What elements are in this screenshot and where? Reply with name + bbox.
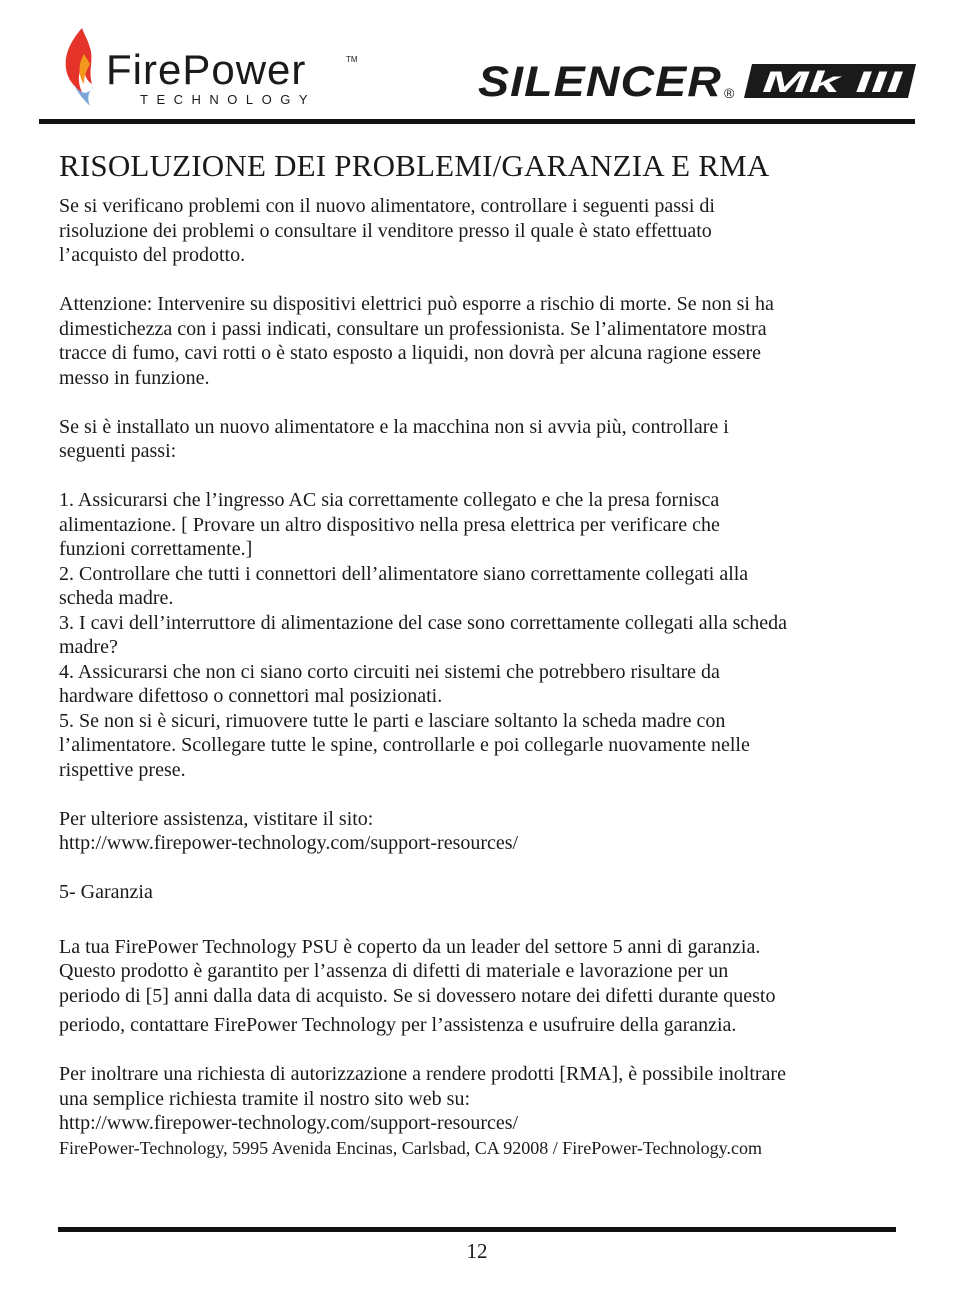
page-number: 12 xyxy=(466,1239,488,1263)
company-address: FirePower-Technology, 5995 Avenida Encinas, Carlsbad, CA 92008 / FirePower-Technology.com xyxy=(59,1137,762,1158)
page-header xyxy=(0,0,954,128)
step-5: 5. Se non si è sicuri, rimuovere tutte le parti e lasciare soltanto la scheda madre con l’alimentatore. Scollegare tutte le spine, controllarle e poi collegarle nuovamente nelle rispettive prese. xyxy=(59,709,750,781)
step-1: 1. Assicurarsi che l’ingresso AC sia correttamente collegato e che la presa fornisca alimentazione. [ Provare un altro dispositivo nella presa elettrica per verificare che funzioni correttamente.] xyxy=(59,489,720,560)
assistance-url[interactable]: http://www.firepower-technology.com/support-resources/ xyxy=(59,832,519,854)
trademark-mark: TM xyxy=(346,55,358,64)
silencer-wordmark: SILENCER xyxy=(478,58,722,104)
header-rule xyxy=(39,119,915,124)
brand-name: FirePower xyxy=(106,46,307,93)
registered-mark: ® xyxy=(724,85,735,101)
warranty-heading: 5- Garanzia xyxy=(59,881,153,903)
firepower-logo xyxy=(60,24,360,110)
warranty-paragraph-end: periodo, contattare FirePower Technology per l’assistenza e usufruire della garanzia. xyxy=(59,1014,737,1036)
mk3-label: Mk III xyxy=(762,66,904,99)
assistance-label: Per ulteriore assistenza, vistitare il sito: xyxy=(59,807,374,830)
warranty-paragraph: La tua FirePower Technology PSU è coperto da un leader del settore 5 anni di garanzia. Questo prodotto è garantito per l’assenza di difetti di materiale e lavorazione per un periodo di [5] anni dalla data di acquisto. Se si dovessero notare dei difetti durante questo xyxy=(59,935,776,1007)
warning-paragraph: Attenzione: Intervenire su dispositivi elettrici può esporre a rischio di morte. Se non si ha dimestichezza con i passi indicati, consultare un professionista. Se l’alimentatore mostra tracce di fumo, cavi rotti o è stato esposto a liquidi, non dovrà per alcuna ragione essere messo in funzione. xyxy=(59,293,774,389)
intro-paragraph: Se si verificano problemi con il nuovo alimentatore, controllare i seguenti passi di risoluzione dei problemi o consultare il venditore presso il quale è stato effettuato l’acquisto del prodotto. xyxy=(59,195,715,266)
page-title: RISOLUZIONE DEI PROBLEMI/GARANZIA E RMA xyxy=(59,148,770,183)
brand-subtitle: TECHNOLOGY xyxy=(140,92,317,107)
rma-paragraph: Per inoltrare una richiesta di autorizzazione a rendere prodotti [RMA], è possibile inoltrare una semplice richiesta tramite il nostro sito web su: xyxy=(59,1063,786,1110)
steps-intro-paragraph: Se si è installato un nuovo alimentatore e la macchina non si avvia più, controllare i seguenti passi: xyxy=(59,415,729,462)
step-4: 4. Assicurarsi che non ci siano corto circuiti nei sistemi che potrebbero risultare da hardware difettoso o connettori mal posizionati. xyxy=(59,660,720,707)
flame-icon xyxy=(66,28,94,106)
silencer-mk3-logo xyxy=(476,58,916,104)
rma-url[interactable]: http://www.firepower-technology.com/support-resources/ xyxy=(59,1112,519,1134)
footer-rule xyxy=(58,1227,896,1232)
step-2: 2. Controllare che tutti i connettori dell’alimentatore siano correttamente collegati alla scheda madre. xyxy=(59,562,749,609)
mk3-badge xyxy=(744,64,916,99)
page-content xyxy=(59,194,904,1160)
step-3: 3. I cavi dell’interruttore di alimentazione del case sono correttamente collegati alla scheda madre? xyxy=(59,611,788,658)
